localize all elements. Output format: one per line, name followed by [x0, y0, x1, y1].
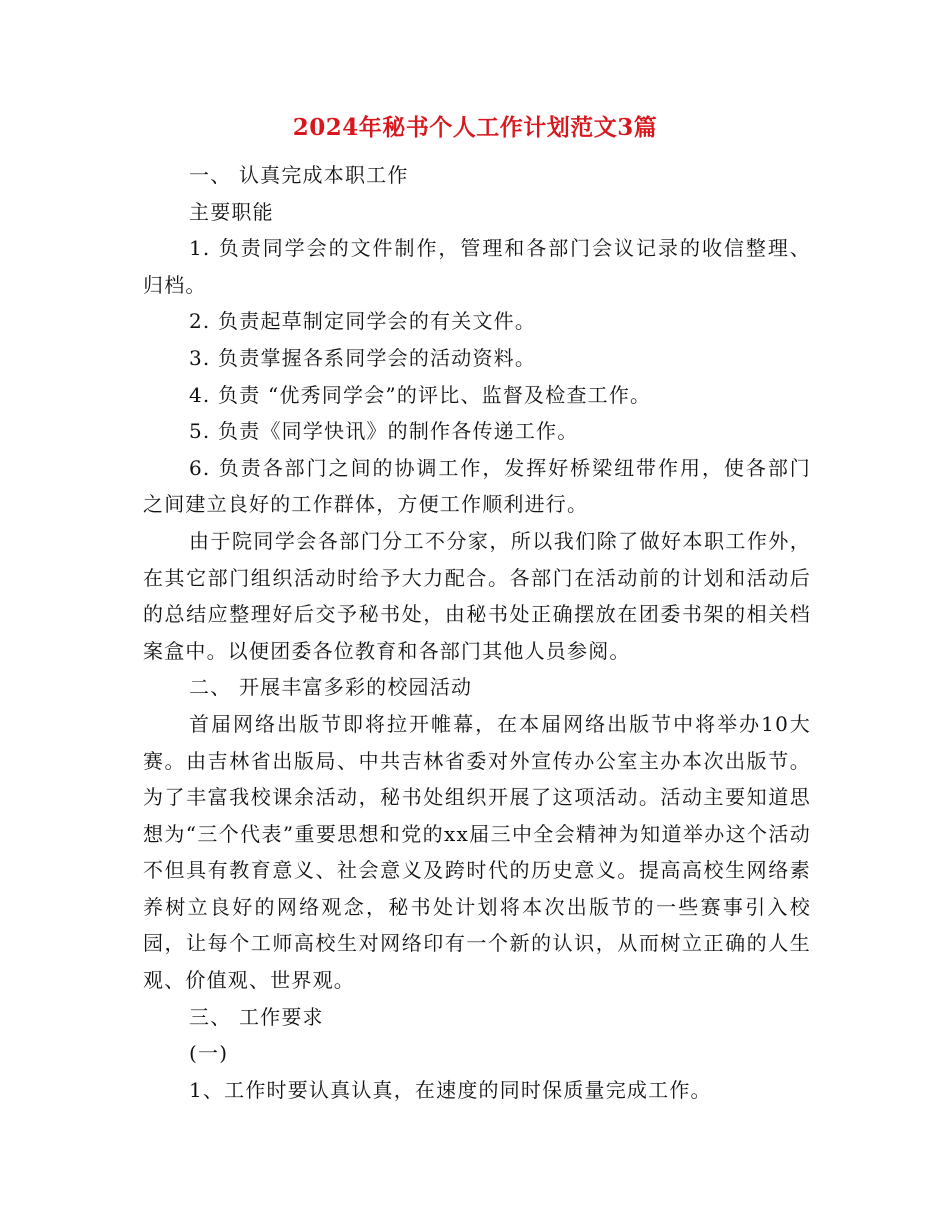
duty-item-5: 5. 负责《同学快讯》的制作各传递工作。	[189, 419, 579, 444]
body-paragraph-publishing-festival: 首届网络出版节即将拉开帷幕，在本届网络出版节中将举办10大赛。由吉林省出版局、中共吉林省委对外宣传办公室主办本次出版节。为了丰富我校课余活动，秘书处组织开展了这项活动。活动主要知道思想为“三个代表”重要思想和党的xx届三中全会精神为知道举办这个活动不但具有教育意义、社会意义及跨时代的历史意义。提高高校生网络素养树立良好的网络观念，秘书处计划将本次出版节的一些赛事引入校园，让每个工师高校生对网络印有一个新的认识，从而树立正确的人生观、价值观、世界观。	[143, 711, 811, 993]
document-title: 2024年秘书个人工作计划范文3篇	[292, 114, 658, 141]
section-heading-2: 二、 开展丰富多彩的校园活动	[189, 675, 473, 700]
subheading-main-duties: 主要职能	[189, 199, 274, 224]
requirement-item-1: 1、工作时要认真认真，在速度的同时保质量完成工作。	[189, 1077, 712, 1102]
duty-item-1: 1. 负责同学会的文件制作，管理和各部门会议记录的收信整理、归档。	[143, 236, 811, 297]
duty-item-2: 2. 负责起草制定同学会的有关文件。	[189, 309, 537, 334]
section-heading-3: 三、 工作要求	[189, 1004, 324, 1029]
duty-item-3: 3. 负责掌握各系同学会的活动资料。	[189, 345, 537, 370]
duty-item-4: 4. 负责 “优秀同学会”的评比、监督及检查工作。	[189, 382, 652, 407]
duty-item-6: 6. 负责各部门之间的协调工作，发挥好桥梁纽带作用，使各部门之间建立良好的工作群体，方便工作顺利进行。	[143, 455, 811, 517]
body-paragraph-cooperation: 由于院同学会各部门分工不分家，所以我们除了做好本职工作外，在其它部门组织活动时给予大力配合。各部门在活动前的计划和活动后的总结应整理好后交予秘书处，由秘书处正确摆放在团委书架的相关档案盒中。以便团委各位教育和各部门其他人员参阅。	[143, 528, 811, 663]
section-heading-1: 一、 认真完成本职工作	[189, 163, 409, 187]
subsection-label: (一)	[189, 1041, 229, 1066]
document-body	[143, 157, 811, 1108]
